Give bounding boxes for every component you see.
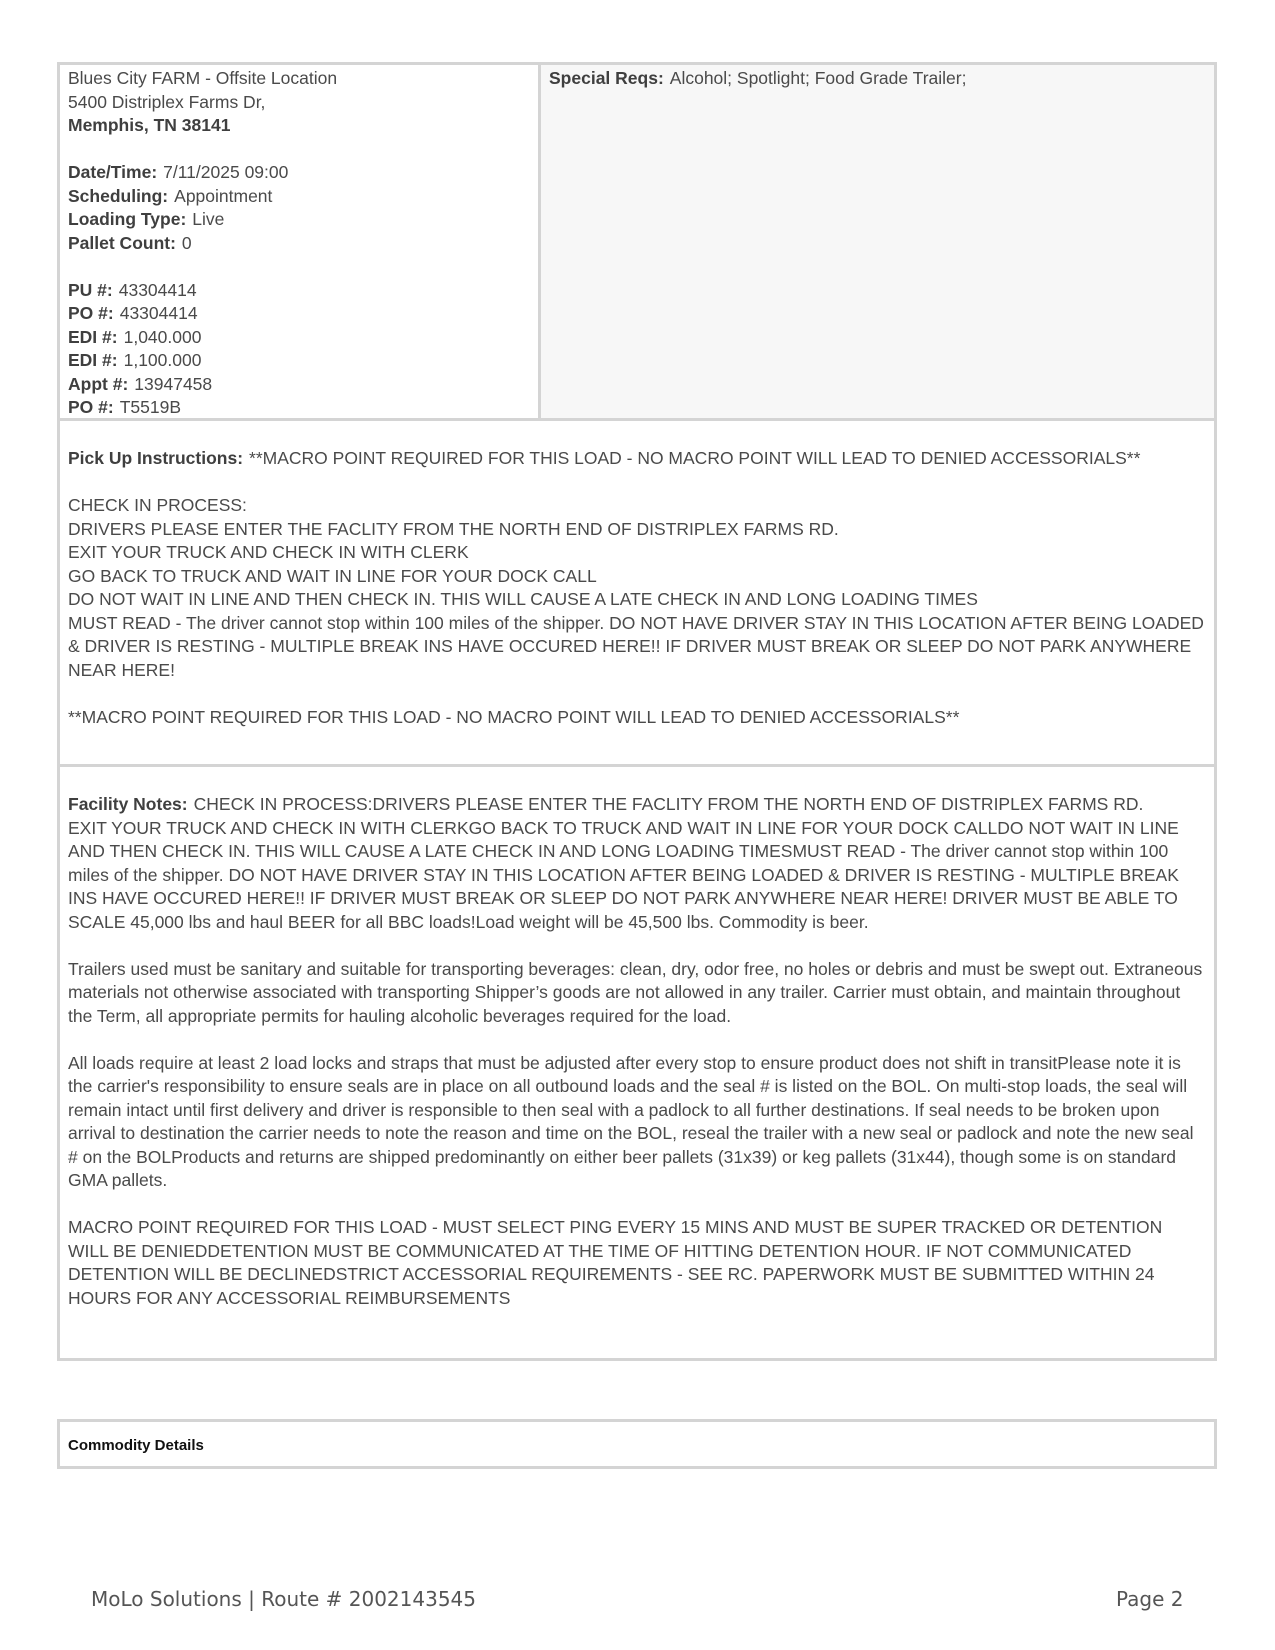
detail-pallet-count: Pallet Count: 0: [68, 232, 192, 253]
ref-edi-1: EDI #: 1,040.000: [68, 326, 202, 347]
detail-scheduling: Scheduling: Appointment: [68, 185, 273, 206]
commodity-details-panel: [57, 1419, 1217, 1469]
stop-details-column: [60, 65, 541, 418]
detail-loading-type: Loading Type: Live: [68, 209, 225, 229]
location-name: Blues City FARM - Offsite Location: [68, 68, 338, 88]
facility-paragraph: MACRO POINT REQUIRED FOR THIS LOAD - MUST SELECT PING EVERY 15 MINS AND MUST BE SUPER TRACKED OR DETENTION WILL BE DENIEDDETENTION MUST BE COMMUNICATED AT THE TIME OF HITTING DETENTION HOUR. IF NOT COMMUNICATED DETENTION WILL BE DECLINEDSTRICT ACCESSORIAL REQUIREMENTS - SEE RC. PAPERWORK MUST BE SUBMITTED WITHIN 24 HOURS FOR ANY ACCESSORIAL REIMBURSEMENTS: [68, 1217, 1163, 1308]
facility-first: Facility Notes: CHECK IN PROCESS:DRIVERS PLEASE ENTER THE FACLITY FROM THE NORTH END OF DISTRIPLEX FARMS RD.: [68, 794, 1144, 814]
location-street: 5400 Distriplex Farms Dr,: [68, 91, 266, 112]
facility-paragraph: All loads require at least 2 load locks and straps that must be adjusted after every stop to ensure product does not shift in transitPlease note it is the carrier's responsibility to ensure seals are in place on all outbound loads and the seal # is listed on the BOL. On multi-stop loads, the seal will remain intact until first delivery and driver is responsible to then seal with a padlock to all further destinations. If seal needs to be broken upon arrival to destination the carrier needs to note the reason and time on the BOL, reseal the trailer with a new seal or padlock and note the new seal # on the BOLProducts and returns are shipped predominantly on either beer pallets (31x39) or keg pallets (31x44), though some is on standard GMA pallets.: [68, 1052, 1194, 1190]
facility-notes-panel: [57, 764, 1217, 1361]
pickup-line: DO NOT WAIT IN LINE AND THEN CHECK IN. THIS WILL CAUSE A LATE CHECK IN AND LONG LOADING TIMES: [68, 589, 978, 609]
footer-route: MoLo Solutions | Route # 2002143545: [91, 1587, 476, 1611]
pickup-line: MUST READ - The driver cannot stop within 100 miles of the shipper. DO NOT HAVE DRIVER STAY IN THIS LOCATION AFTER BEING LOADED & DRIVER IS RESTING - MULTIPLE BREAK INS HAVE OCCURED HERE!! IF DRIVER MUST BREAK OR SLEEP DO NOT PARK ANYWHERE NEAR HERE!: [68, 612, 1204, 680]
facility-paragraph: Trailers used must be sanitary and suitable for transporting beverages: clean, dry, odor free, no holes or debris and must be swept out. Extraneous materials not otherwise associated with transporting Shipper’s goods are not allowed in any trailer. Carrier must obtain, and maintain throughout the Term, all appropriate permits for hauling alcoholic beverages required for the load.: [68, 958, 1203, 1026]
ref-po: PO #: 43304414: [68, 303, 198, 323]
pickup-line: DRIVERS PLEASE ENTER THE FACLITY FROM THE NORTH END OF DISTRIPLEX FARMS RD.: [68, 518, 839, 539]
ref-edi-2: EDI #: 1,100.000: [68, 350, 202, 370]
commodity-title: Commodity Details: [68, 1437, 204, 1454]
pickup-line: EXIT YOUR TRUCK AND CHECK IN WITH CLERK: [68, 542, 469, 562]
ref-pu: PU #: 43304414: [68, 279, 197, 300]
pickup-line: CHECK IN PROCESS:: [68, 495, 247, 515]
location-city: Memphis, TN 38141: [68, 115, 231, 135]
ref-appt: Appt #: 13947458: [68, 373, 213, 394]
pickup-line: GO BACK TO TRUCK AND WAIT IN LINE FOR YOUR DOCK CALL: [68, 565, 597, 586]
pickup-last: **MACRO POINT REQUIRED FOR THIS LOAD - NO MACRO POINT WILL LEAD TO DENIED ACCESSORIALS**: [68, 706, 960, 727]
facility-paragraph: EXIT YOUR TRUCK AND CHECK IN WITH CLERKGO BACK TO TRUCK AND WAIT IN LINE FOR YOUR DOCK CALLDO NOT WAIT IN LINE AND THEN CHECK IN. THIS WILL CAUSE A LATE CHECK IN AND LONG LOADING TIMESMUST READ - The driver cannot stop within 100 miles of the shipper. DO NOT HAVE DRIVER STAY IN THIS LOCATION AFTER BEING LOADED & DRIVER IS RESTING - MULTIPLE BREAK INS HAVE OCCURED HERE!! IF DRIVER MUST BREAK OR SLEEP DO NOT PARK ANYWHERE NEAR HERE! DRIVER MUST BE ABLE TO SCALE 45,000 lbs and haul BEER for all BBC loads!Load weight will be 45,500 lbs. Commodity is beer.: [68, 817, 1179, 932]
stop-info-panel: [57, 62, 1217, 421]
ref-po-2: PO #: T5519B: [68, 397, 182, 417]
special-reqs: Special Reqs: Alcohol; Spotlight; Food Grade Trailer;: [549, 68, 967, 88]
special-reqs-column: [541, 65, 1214, 418]
detail-datetime: Date/Time: 7/11/2025 09:00: [68, 162, 289, 182]
pickup-instructions-panel: [57, 418, 1217, 767]
pickup-first: Pick Up Instructions: **MACRO POINT REQUIRED FOR THIS LOAD - NO MACRO POINT WILL LEAD TO DENIED ACCESSORIALS**: [68, 448, 1141, 468]
footer-page-number: Page 2: [1116, 1587, 1184, 1611]
